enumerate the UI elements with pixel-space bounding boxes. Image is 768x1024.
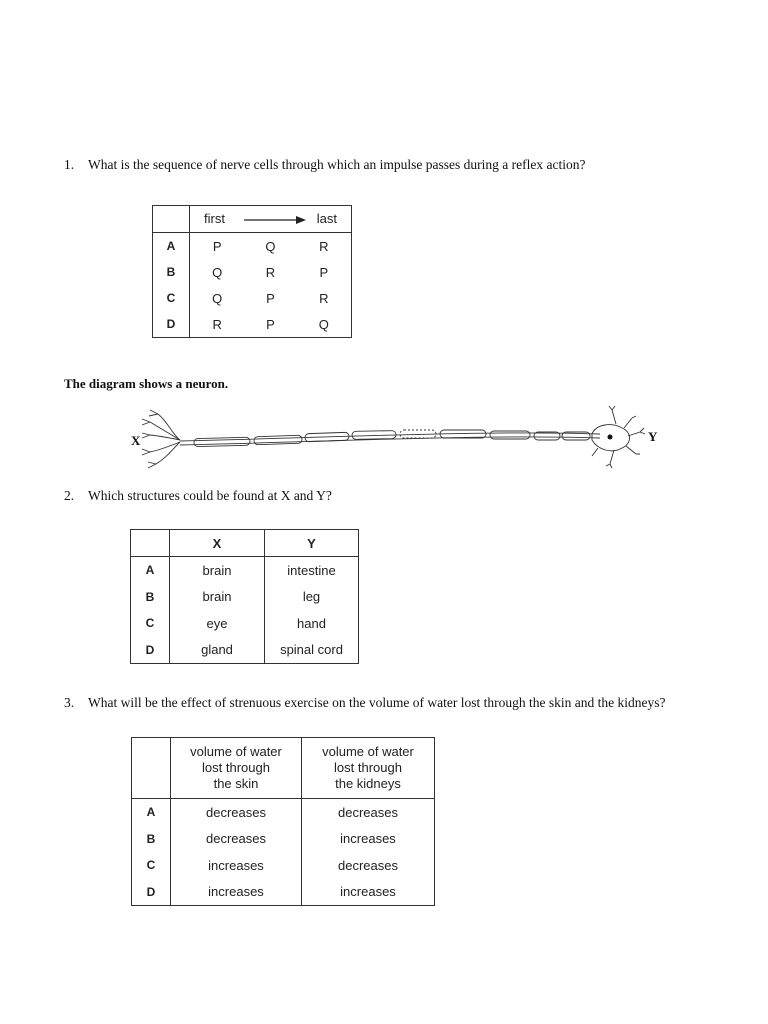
letter-header-cell xyxy=(131,530,170,557)
question-3-number: 3. xyxy=(64,695,75,710)
sequence-header-cell xyxy=(190,206,352,233)
water-loss-table xyxy=(131,737,435,906)
label-y: Y xyxy=(648,429,658,444)
table-cell: Q xyxy=(212,290,223,306)
option-letter: A xyxy=(132,799,171,826)
option-letter: B xyxy=(132,826,171,853)
table-cell: P xyxy=(212,238,222,254)
option-letter: A xyxy=(131,557,170,584)
table-cell: Q xyxy=(212,264,223,280)
structures-table xyxy=(130,529,359,664)
question-1-number: 1. xyxy=(64,157,75,172)
table-row xyxy=(153,285,352,311)
option-letter: C xyxy=(131,610,170,637)
table-cell: R xyxy=(212,316,222,332)
table-row xyxy=(131,584,359,611)
table-cell: Q xyxy=(318,316,329,332)
table-header-row xyxy=(132,738,435,799)
table-cell: R xyxy=(319,290,329,306)
question-3-text: What will be the effect of strenuous exercise on the volume of water lost through the skin and the kidneys? xyxy=(88,695,666,710)
reflex-sequence-table xyxy=(152,205,352,338)
label-x: X xyxy=(131,433,141,448)
header-first: first xyxy=(204,211,225,226)
header-skin xyxy=(171,738,302,799)
table-cell: R xyxy=(265,264,276,280)
table-row xyxy=(132,799,435,826)
table-cell: R xyxy=(319,238,329,254)
table-cell: brain xyxy=(170,584,265,611)
letter-header-cell xyxy=(153,206,190,233)
option-letter: D xyxy=(153,311,190,338)
header-kidneys-line: the kidneys xyxy=(335,776,401,791)
option-letter: D xyxy=(132,879,171,906)
table-row xyxy=(153,233,352,260)
table-cell: P xyxy=(319,264,329,280)
arrow-right-icon xyxy=(244,215,306,225)
table-row xyxy=(132,852,435,879)
neuron-diagram xyxy=(120,404,680,470)
table-cell: hand xyxy=(297,615,326,631)
header-last: last xyxy=(316,211,337,226)
question-2-number: 2. xyxy=(64,488,75,503)
table-cell: decreases xyxy=(338,857,398,873)
table-row xyxy=(131,610,359,637)
question-1 xyxy=(0,157,768,175)
table-cell: intestine xyxy=(287,562,336,578)
table-cell: decreases xyxy=(171,826,302,853)
header-kidneys-line: lost through xyxy=(334,760,402,775)
table-cell: P xyxy=(266,316,275,332)
table-cell: gland xyxy=(170,637,265,664)
table-row xyxy=(132,826,435,853)
table-header-row xyxy=(153,206,352,233)
header-kidneys xyxy=(302,738,435,799)
table-cell: P xyxy=(266,290,275,306)
letter-header-cell xyxy=(132,738,171,799)
table-row xyxy=(153,311,352,338)
question-3 xyxy=(0,695,768,713)
header-kidneys-line: volume of water xyxy=(322,744,414,759)
question-2-text: Which structures could be found at X and Y? xyxy=(88,488,332,503)
option-letter: B xyxy=(153,259,190,285)
table-row xyxy=(153,259,352,285)
header-skin-line: volume of water xyxy=(190,744,282,759)
table-cell: spinal cord xyxy=(280,642,343,658)
neuron-caption: The diagram shows a neuron. xyxy=(64,376,229,391)
table-header-row xyxy=(131,530,359,557)
table-cell: eye xyxy=(170,610,265,637)
table-cell: increases xyxy=(340,831,396,847)
table-row xyxy=(132,879,435,906)
header-skin-line: lost through xyxy=(202,760,270,775)
question-1-text: What is the sequence of nerve cells through which an impulse passes during a reflex action? xyxy=(88,157,586,172)
question-2 xyxy=(0,488,768,506)
neuron-drawing xyxy=(120,404,680,470)
header-y: Y xyxy=(265,530,359,557)
option-letter: C xyxy=(153,285,190,311)
table-row xyxy=(131,557,359,584)
header-x: X xyxy=(170,530,265,557)
header-skin-line: the skin xyxy=(213,776,259,791)
table-cell: brain xyxy=(170,557,265,584)
table-row xyxy=(131,637,359,664)
option-letter: C xyxy=(132,852,171,879)
table-cell: decreases xyxy=(338,804,398,820)
option-letter: D xyxy=(131,637,170,664)
option-letter: A xyxy=(153,233,190,260)
table-cell: increases xyxy=(340,884,396,900)
table-cell: Q xyxy=(265,238,276,254)
option-letter: B xyxy=(131,584,170,611)
table-cell: decreases xyxy=(171,799,302,826)
table-cell: increases xyxy=(171,879,302,906)
table-cell: leg xyxy=(302,589,321,605)
table-cell: increases xyxy=(171,852,302,879)
